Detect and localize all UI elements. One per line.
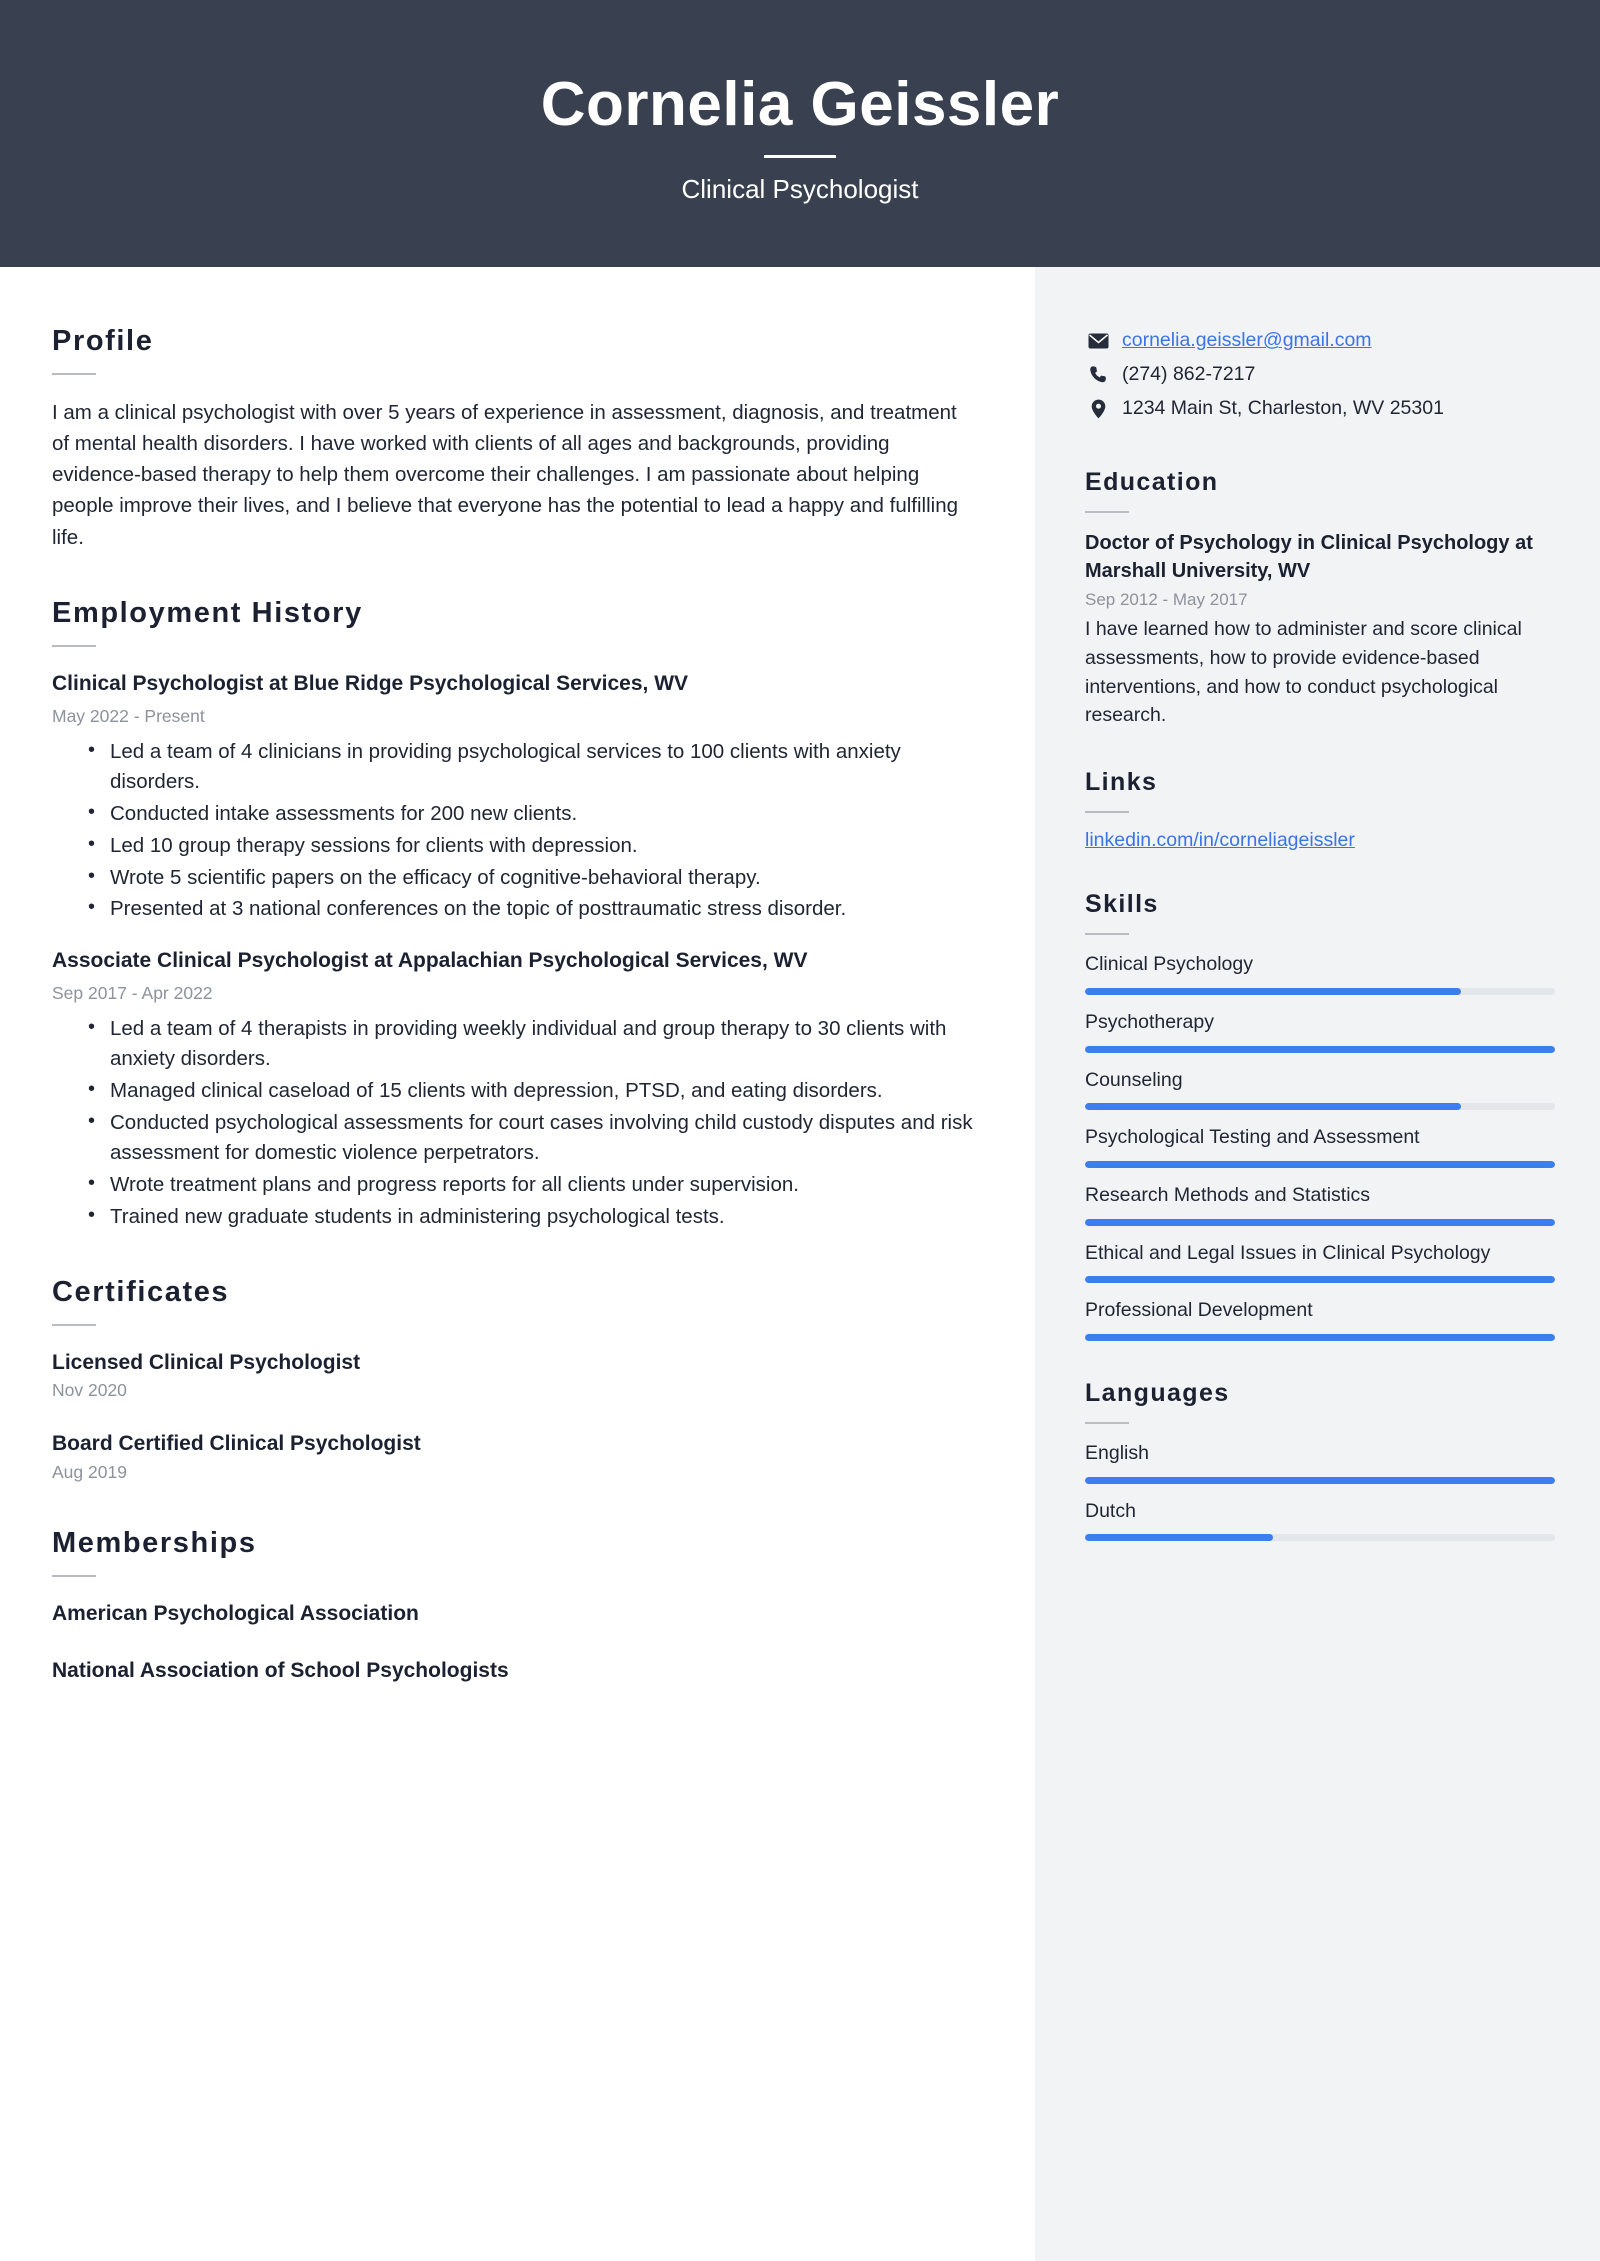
skill-bar-fill (1085, 1276, 1555, 1283)
education-heading: Education (1085, 468, 1219, 496)
links-heading: Links (1085, 768, 1158, 797)
list-item: • Trained new graduate students in administering psychological tests. (88, 1202, 975, 1232)
links-heading-rule (1085, 811, 1129, 813)
header-divider (764, 155, 836, 158)
language-label: Dutch (1085, 1499, 1136, 1522)
profile-heading: Profile (52, 325, 154, 357)
profile-text: I am a clinical psychologist with over 5 years of experience in assessment, diagnosis, and treatment of mental health disorders. I have worked with clients of all ages and backgrounds, providing evidence-based therapy to help them overcome their challenges. I am passionate about helping people improve their lives, and I believe that everyone has the potential to lead a happy and fulfilling life. (52, 401, 959, 549)
list-item: • Conducted psychological assessments for court cases involving child custody disputes and risk assessment for domestic violence perpetrators. (88, 1108, 975, 1168)
section-certificates (52, 1276, 975, 1483)
skill-bar-track (1085, 1334, 1555, 1341)
main-column (0, 267, 1035, 2261)
list-item: • Managed clinical caseload of 15 clients with depression, PTSD, and eating disorders. (88, 1076, 975, 1106)
skill-bar-track (1085, 1103, 1555, 1110)
list-item: • Wrote treatment plans and progress reports for all clients under supervision. (88, 1170, 975, 1200)
skill-item (1085, 1124, 1555, 1168)
skill-item (1085, 1240, 1555, 1284)
list-item: • Wrote 5 scientific papers on the efficacy of cognitive-behavioral therapy. (88, 863, 975, 893)
list-item: • Led a team of 4 clinicians in providing psychological services to 100 clients with anxiety disorders. (88, 737, 975, 797)
skill-bar-fill (1085, 1046, 1555, 1053)
skill-bar-track (1085, 1219, 1555, 1226)
resume-header (0, 0, 1600, 267)
skill-label: Professional Development (1085, 1299, 1313, 1322)
list-item: • Led a team of 4 therapists in providing weekly individual and group therapy to 30 clients with anxiety disorders. (88, 1014, 975, 1074)
language-bar-fill (1085, 1534, 1273, 1541)
skill-label: Psychological Testing and Assessment (1085, 1126, 1420, 1149)
skill-item (1085, 1009, 1555, 1053)
employment-heading: Employment History (52, 596, 363, 629)
languages-heading-rule (1085, 1422, 1129, 1424)
skill-item (1085, 1067, 1555, 1111)
education-title: Doctor of Psychology in Clinical Psychology at Marshall University, WV (1085, 532, 1533, 583)
language-item (1085, 1498, 1555, 1542)
certificates-heading-rule (52, 1324, 96, 1326)
phone-icon (1085, 365, 1111, 384)
education-description: I have learned how to administer and score clinical assessments, how to provide evidence-based interventions, and how to conduct psychological research. (1085, 617, 1522, 727)
skill-item (1085, 1297, 1555, 1341)
skill-bar-fill (1085, 1103, 1461, 1110)
language-label: English (1085, 1442, 1149, 1465)
employment-entry (52, 669, 975, 925)
contact-row-address (1085, 395, 1555, 422)
skill-item (1085, 1182, 1555, 1226)
language-bar-fill (1085, 1477, 1555, 1484)
membership-title: National Association of School Psychologists (52, 1659, 509, 1683)
employment-entry-bullets (52, 737, 975, 925)
section-memberships (52, 1527, 975, 1686)
contact-phone: (274) 862-7217 (1122, 363, 1256, 386)
employment-heading-rule (52, 645, 96, 647)
employment-entry-title: Clinical Psychologist at Blue Ridge Psychological Services, WV (52, 671, 689, 695)
certificate-item (52, 1348, 975, 1401)
list-item: • Led 10 group therapy sessions for clients with depression. (88, 831, 975, 861)
skill-bar-fill (1085, 1219, 1555, 1226)
list-item: • Conducted intake assessments for 200 new clients. (88, 799, 975, 829)
skill-bar-track (1085, 988, 1555, 995)
contact-row-phone (1085, 361, 1555, 388)
certificates-heading: Certificates (52, 1275, 230, 1308)
contact-email[interactable]: cornelia.geissler@gmail.com (1122, 329, 1372, 352)
section-links (1085, 768, 1555, 852)
skill-bar-track (1085, 1161, 1555, 1168)
skills-heading: Skills (1085, 890, 1159, 919)
skill-bar-track (1085, 1276, 1555, 1283)
certificate-date: Nov 2020 (52, 1380, 127, 1401)
employment-entry-date: Sep 2017 - Apr 2022 (52, 983, 213, 1004)
section-employment-history (52, 597, 975, 1232)
skill-bar-fill (1085, 1334, 1555, 1341)
employment-entry-bullets (52, 1014, 975, 1231)
certificate-title: Board Certified Clinical Psychologist (52, 1432, 421, 1456)
skill-label: Ethical and Legal Issues in Clinical Psychology (1085, 1241, 1491, 1264)
skill-bar-fill (1085, 988, 1461, 995)
certificate-date: Aug 2019 (52, 1461, 127, 1482)
employment-entry-date: May 2022 - Present (52, 705, 205, 726)
section-skills (1085, 890, 1555, 1341)
languages-heading: Languages (1085, 1379, 1230, 1408)
skill-label: Psychotherapy (1085, 1010, 1214, 1033)
employment-entry (52, 946, 975, 1232)
memberships-heading-rule (52, 1575, 96, 1577)
membership-title: American Psychological Association (52, 1601, 419, 1625)
sidebar-column (1035, 267, 1600, 2261)
profile-heading-rule (52, 373, 96, 375)
skill-label: Counseling (1085, 1068, 1183, 1091)
skills-heading-rule (1085, 933, 1129, 935)
resume-body (0, 267, 1600, 2261)
skill-item (1085, 951, 1555, 995)
section-profile (52, 325, 975, 553)
section-education (1085, 468, 1555, 730)
membership-item (52, 1656, 975, 1685)
certificate-title: Licensed Clinical Psychologist (52, 1350, 361, 1374)
envelope-icon (1085, 333, 1111, 349)
education-heading-rule (1085, 511, 1129, 513)
skill-label: Research Methods and Statistics (1085, 1183, 1371, 1206)
education-date: Sep 2012 - May 2017 (1085, 589, 1248, 609)
certificate-item (52, 1429, 975, 1482)
section-languages (1085, 1379, 1555, 1541)
location-pin-icon (1085, 399, 1111, 419)
membership-item (52, 1599, 975, 1628)
skill-bar-track (1085, 1046, 1555, 1053)
link-linkedin[interactable]: linkedin.com/in/corneliageissler (1085, 829, 1355, 852)
page-title: Cornelia Geissler (540, 69, 1060, 139)
language-bar-track (1085, 1477, 1555, 1484)
list-item: • Presented at 3 national conferences on the topic of posttraumatic stress disorder. (88, 894, 975, 924)
header-job-title: Clinical Psychologist (681, 174, 919, 205)
employment-entry-title: Associate Clinical Psychologist at Appalachian Psychological Services, WV (52, 949, 808, 973)
language-item (1085, 1440, 1555, 1484)
education-item (1085, 529, 1555, 730)
contact-row-email[interactable] (1085, 327, 1555, 354)
language-bar-track (1085, 1534, 1555, 1541)
skill-label: Clinical Psychology (1085, 953, 1253, 976)
skill-bar-fill (1085, 1161, 1555, 1168)
contact-address: 1234 Main St, Charleston, WV 25301 (1122, 397, 1444, 420)
memberships-heading: Memberships (52, 1526, 257, 1559)
contact-details (1085, 327, 1555, 422)
